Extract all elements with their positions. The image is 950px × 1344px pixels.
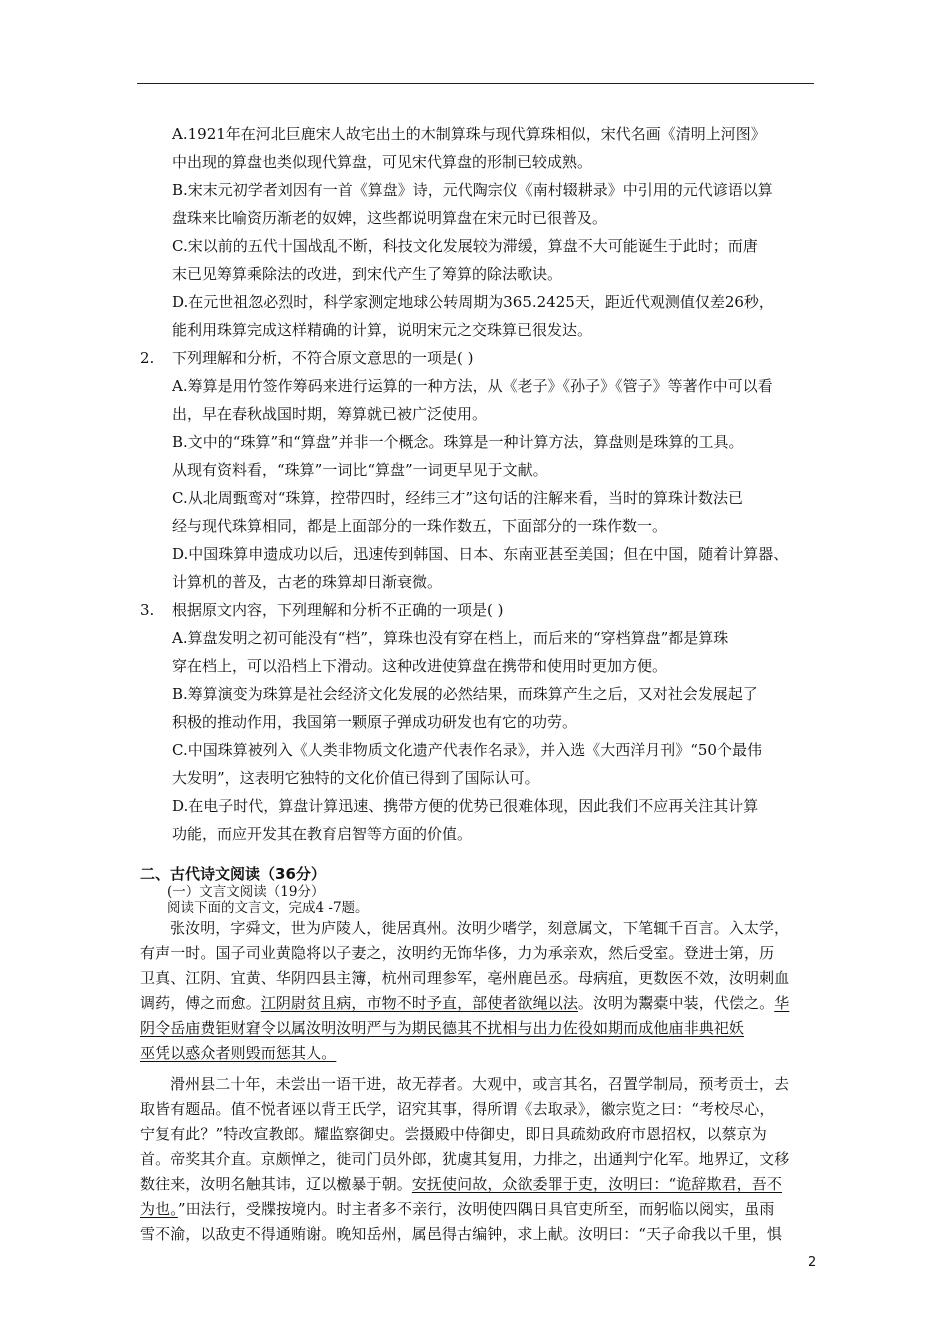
question-3-number: 3. <box>140 601 155 619</box>
q1-option-c-line2: 末已见筹算乘除法的改进，到宋代产生了筹算的除法歌诀。 <box>172 265 563 283</box>
underlined-sentence: 华 <box>774 994 790 1012</box>
passage-text: 。汝明为鬻橐中装，代偿之。 <box>577 994 775 1012</box>
header-rule <box>137 83 814 84</box>
q3-option-a-line1: A.算盘发明之初可能没有“档”，算珠也没有穿在档上，而后来的“穿档算盘”都是算珠 <box>172 629 729 647</box>
q3-option-c-line1: C.中国珠算被列入《人类非物质文化遗产代表作名录》，并入选《大西洋月刊》“50个最伟 <box>172 741 762 759</box>
q1-options <box>140 122 830 342</box>
passage-p2-line1: 滑州县二十年，未尝出一语干进，故无荐者。大观中，或言其名，召置学制局，预考贡士，去 <box>170 1075 790 1093</box>
question-3 <box>140 598 830 846</box>
question-3-stem <box>140 598 830 622</box>
q1-option-a-line2: 中出现的算盘也类似现代算盘，可见宋代算盘的形制已较成熟。 <box>172 153 593 171</box>
underlined-sentence: 江阴尉贫且病，市物不时予直，部使者欲绳以法 <box>260 994 578 1012</box>
q3-option-b-line2: 积极的推动作用，我国第一颗原子弹成功研发也有它的功劳。 <box>172 713 578 731</box>
passage-text: 调药，傅之而愈。 <box>140 994 261 1012</box>
q2-option-d-line1: D.中国珠算申遗成功以后，迅速传到韩国、日本、东南亚甚至美国；但在中国，随着计算器、 <box>172 545 789 563</box>
question-3-text: 根据原文内容，下列理解和分析不正确的一项是( ) <box>172 601 504 619</box>
q2-option-c-line1: C.从北周甄鸾对“珠算，控带四时，经纬三才”这句话的注解来看，当时的算珠计数法已 <box>172 489 744 507</box>
q2-option-b-line1: B.文中的“珠算”和“算盘”并非一个概念。珠算是一种计算方法，算盘则是珠算的工具。 <box>172 433 744 451</box>
passage-text: 数往来，汝明名触其讳，辽以檄暴于朝。 <box>140 1175 412 1193</box>
q3-option-d-line1: D.在电子时代，算盘计算迅速、携带方便的优势已很难体现，因此我们不应再关注其计算 <box>172 797 759 815</box>
section-2-instruction: 阅读下面的文言文，完成4 -7题。 <box>167 900 369 916</box>
passage-p1-line2: 有声一时。国子司业黄隐将以子妻之，汝明约无饰华侈，力为承亲欢，然后受室。登进士第，历 <box>140 944 775 962</box>
underlined-sentence: 安抚使问故，众欲委罪于吏，汝明曰：“诡辞欺君，吾不 <box>411 1175 782 1193</box>
q1-option-a-line1: A.1921年在河北巨鹿宋人故宅出土的木制算珠与现代算珠相似，宋代名画《清明上河图》 <box>172 125 766 143</box>
q2-option-d-line2: 计算机的普及，古老的珠算却日渐衰微。 <box>172 573 443 591</box>
q3-option-c-line2: 大发明”，这表明它独特的文化价值已得到了国际认可。 <box>172 769 540 787</box>
q1-option-c-line1: C.宋以前的五代十国战乱不断，科技文化发展较为滞缓，算盘不大可能诞生于此时；而唐 <box>172 237 758 255</box>
passage-p2-line2: 取皆有题品。值不悦者诬以背王氏学，诏究其事，得所谓《去取录》，徽宗览之曰：“考校尽心， <box>140 1100 775 1118</box>
passage-p2-line6 <box>140 1197 830 1222</box>
passage-p2-line3: 宁复有此？”特改宣教郎。耀监察御史。尝摄殿中侍御史，即日具疏劾政府市恩招权，以蔡京为 <box>140 1125 767 1143</box>
passage-text: ”田法行，受牒按境内。时主者多不亲行，汝明使四隅日具官吏所至，而躬临以阅实，虽雨 <box>177 1200 775 1218</box>
passage <box>140 916 830 1247</box>
passage-p1-line3: 卫真、江阴、宜黄、华阴四县主簿，杭州司理参军，亳州鹿邑丞。母病疽，更数医不效，汝明刺血 <box>140 969 790 987</box>
section-2-subtitle: (一）文言文阅读（19分） <box>167 884 325 900</box>
q2-option-c-line2: 经与现代珠算相同，都是上面部分的一珠作数五，下面部分的一珠作数一。 <box>172 517 668 535</box>
passage-p1-line1: 张汝明，字舜文，世为庐陵人，徙居真州。汝明少嗜学，刻意属文，下笔辄千百言。入太学， <box>170 919 790 937</box>
q2-option-a-line1: A.筹算是用竹签作筹码来进行运算的一种方法，从《老子》《孙子》《管子》等著作中可以看 <box>172 377 773 395</box>
passage-p1-line5-underlined: 阴令岳庙费钜财窘令以属汝明汝明严与为期民德其不扰相与出力佐役如期而成他庙非典祀妖 <box>140 1019 745 1037</box>
passage-p2-line7: 雪不渝，以敌吏不得通贿谢。晚知岳州，属邑得古编钟，求上献。汝明曰：“天子命我以千里，惧 <box>140 1225 782 1243</box>
q1-option-d-line2: 能利用珠算完成这样精确的计算，说明宋元之交珠算已很发达。 <box>172 321 593 339</box>
question-2 <box>140 346 830 594</box>
q1-option-d-line1: D.在元世祖忽必烈时，科学家测定地球公转周期为365.2425天，距近代观测值仅差26秒， <box>172 293 774 311</box>
passage-p1-line4 <box>140 991 830 1016</box>
question-2-number: 2. <box>140 349 155 367</box>
page-content <box>140 122 830 1247</box>
q1-option-b-line1: B.宋末元初学者刘因有一首《算盘》诗，元代陶宗仪《南村辍耕录》中引用的元代谚语以算 <box>172 181 773 199</box>
underlined-sentence: 为也。 <box>140 1200 178 1218</box>
section-2-title: 二、古代诗文阅读（36分） <box>140 865 326 883</box>
q3-option-d-line2: 功能，而应开发其在教育启智等方面的价值。 <box>172 825 473 843</box>
passage-p2-line5 <box>140 1172 830 1197</box>
question-2-stem <box>140 346 830 370</box>
q2-option-b-line2: 从现有资料看，“珠算”一词比“算盘”一词更早见于文献。 <box>172 461 548 479</box>
question-2-text: 下列理解和分析，不符合原文意思的一项是( ) <box>172 349 474 367</box>
q3-option-a-line2: 穿在档上，可以沿档上下滑动。这种改进使算盘在携带和使用时更加方便。 <box>172 657 668 675</box>
q3-option-b-line1: B.筹算演变为珠算是社会经济文化发展的必然结果，而珠算产生之后，又对社会发展起了 <box>172 685 758 703</box>
page-number: 2 <box>808 1255 817 1270</box>
passage-p1-line6-underlined: 巫凭以惑众者则毁而惩其人。 <box>140 1044 337 1062</box>
q1-option-b-line2: 盘珠来比喻资历渐老的奴婢，这些都说明算盘在宋元时已很普及。 <box>172 209 608 227</box>
passage-p2-line4: 首。帝奖其介直。京颇惮之，徙司门员外郎，犹虞其复用，力排之，出通判宁化军。地界辽，文移 <box>140 1150 790 1168</box>
q2-option-a-line2: 出，早在春秋战国时期，筹算就已被广泛使用。 <box>172 405 488 423</box>
